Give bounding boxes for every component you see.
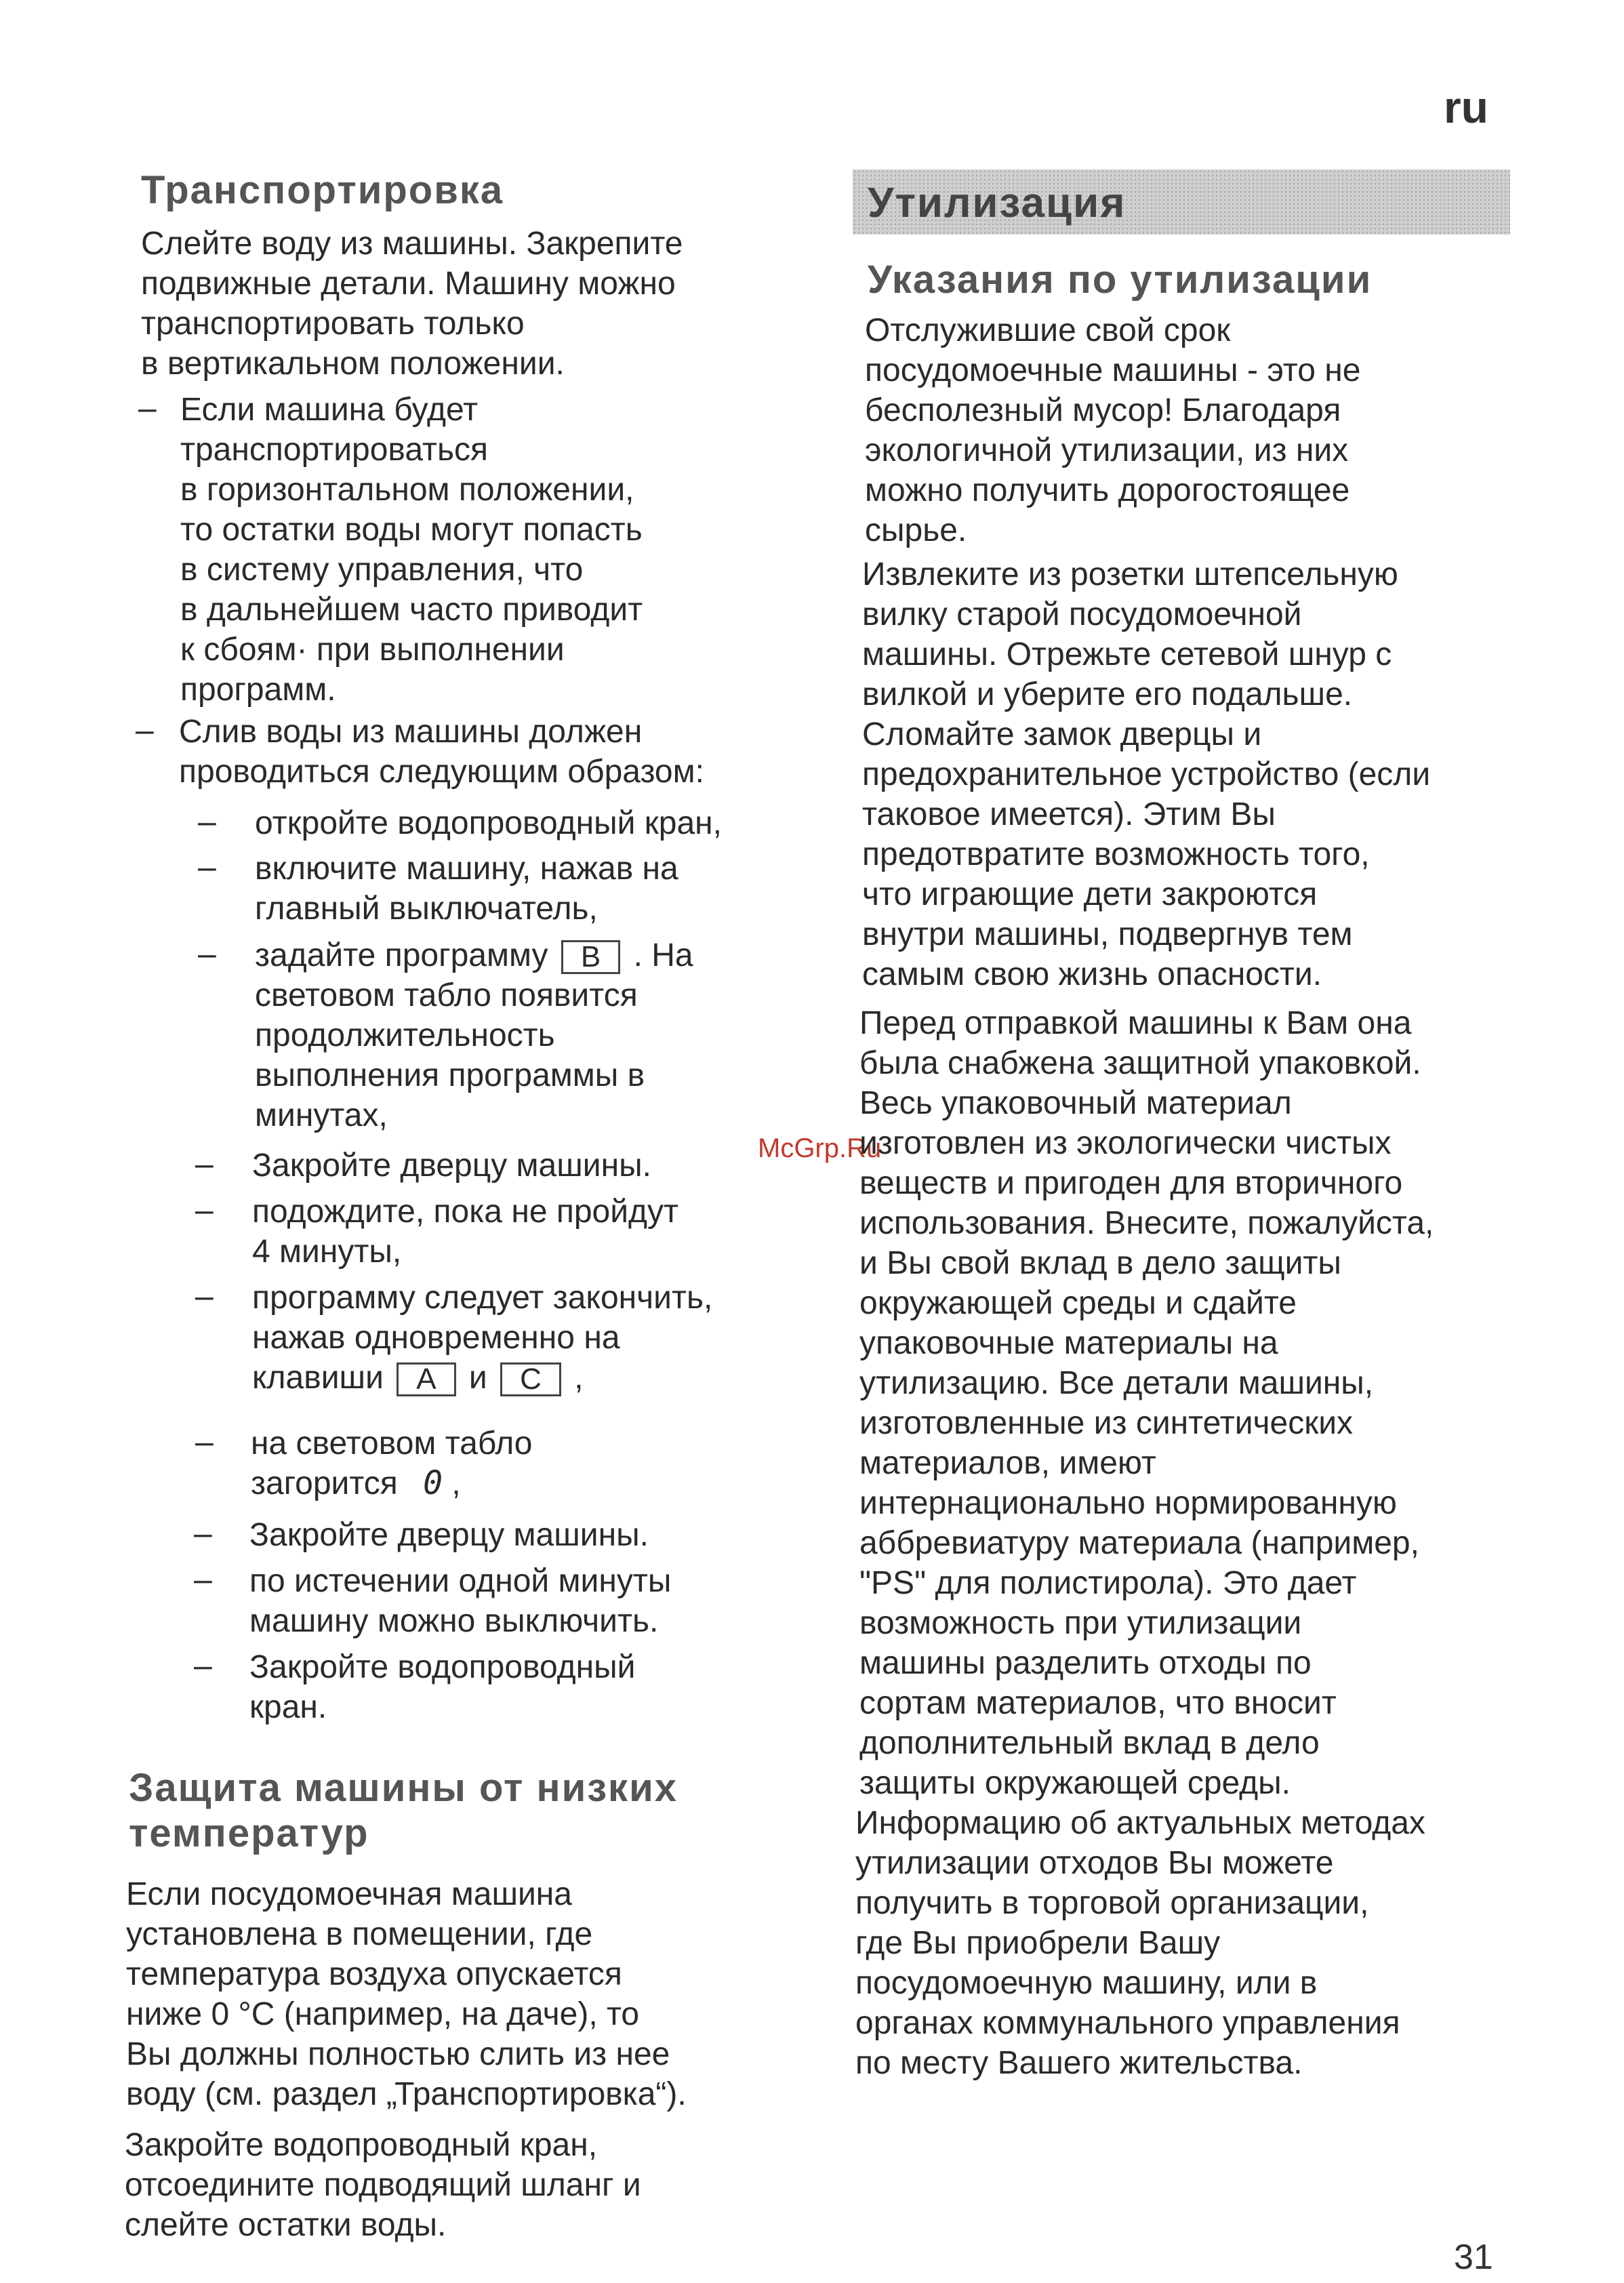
text-line: аббревиатуру материала (например, [859, 1525, 1419, 1561]
text-line: на световом табло [251, 1426, 533, 1461]
text-line: проводиться следующим образом: [179, 754, 704, 790]
text-line: к сбоям· при выполнении [180, 632, 565, 668]
text-fragment: загорится [251, 1466, 398, 1501]
language-code: ru [1444, 82, 1488, 132]
frost-heading [129, 1766, 834, 1856]
text-line: Вы должны полностью слить из нее [126, 2036, 670, 2072]
sub-step-display-zero [251, 1423, 834, 1503]
text-line: и Вы свой вклад в дело защиты [859, 1245, 1341, 1281]
sub-step-open-tap [255, 803, 824, 843]
text-line: включите машину, нажав на [255, 851, 678, 887]
text-line: слейте остатки воды. [125, 2207, 447, 2243]
text-line: вилкой и уберите его подальше. [862, 676, 1353, 712]
sub-step-switch-on [255, 849, 824, 929]
disposal-paragraph-2 [862, 554, 1554, 994]
text-line: в вертикальном положении. [141, 346, 565, 382]
text-line: упаковочные материалы на [859, 1325, 1278, 1361]
disposal-paragraph-4 [855, 1803, 1560, 2083]
text-fragment: . На [633, 937, 693, 973]
text-line: Закройте водопроводный кран, [125, 2127, 598, 2163]
text-line: где Вы приобрели Вашу [855, 1925, 1221, 1961]
bullet-drain [179, 712, 816, 792]
disposal-paragraph-1 [865, 310, 1543, 550]
program-key-b: B [561, 940, 620, 974]
text-line: внутри машины, подвергнув тем [862, 916, 1353, 952]
text-line: получить в торговой организации, [855, 1885, 1369, 1921]
heading-line: температур [129, 1811, 369, 1855]
text-line: что играющие дети закроются [862, 876, 1318, 912]
text-line: Весь упаковочный материал [859, 1085, 1292, 1121]
sub-step-wait [252, 1192, 821, 1272]
heading-line: Защита машины от низких [129, 1766, 678, 1810]
text-line: "PS" для полистирола). Это дает [859, 1565, 1357, 1601]
text-line: окружающей среды и сдайте [859, 1285, 1297, 1321]
text-line: транспортировать только [141, 306, 525, 342]
frost-paragraph-2 [125, 2125, 836, 2245]
dash-icon: – [194, 1648, 212, 1684]
dash-icon: – [194, 1516, 212, 1552]
text-line: выполнения программы в [255, 1057, 645, 1093]
text-line: отсоедините подводящий шланг и [125, 2167, 641, 2203]
text-fragment: и [468, 1360, 487, 1396]
disposal-section-bar [853, 169, 1510, 235]
dash-icon: – [195, 1192, 214, 1228]
dash-icon: – [138, 390, 157, 426]
text-line: Перед отправкой машины к Вам она [859, 1005, 1412, 1041]
text-line: машины. Отрежьте сетевой шнур с [862, 637, 1392, 672]
text-line: Отслужившие свой срок [865, 312, 1231, 348]
text-line: в дальнейшем часто приводит [180, 592, 643, 628]
program-key-a: A [397, 1362, 455, 1396]
text-line: по месту Вашего жительства. [855, 2045, 1303, 2081]
text-line: подвижные детали. Машину можно [141, 266, 676, 302]
text-line: программ. [180, 672, 336, 708]
disposal-subtitle: Указания по утилизации [868, 258, 1373, 302]
text-line [255, 935, 824, 975]
transport-intro [141, 224, 819, 384]
text-line: Слейте воду из машины. Закрепите [141, 226, 683, 262]
sub-step-end-program [252, 1278, 835, 1398]
text-line: органах коммунального управления [855, 2005, 1400, 2041]
text-line: защиты окружающей среды. [859, 1765, 1291, 1801]
text-line: можно получить дорогостоящее [865, 472, 1350, 508]
text-line: сортам материалов, что вносит [859, 1685, 1337, 1721]
text-line: минутах, [255, 1097, 388, 1133]
text-line: бесполезный мусор! Благодаря [865, 392, 1341, 428]
text-line: таковое имеется). Этим Вы [862, 796, 1276, 832]
text-line: предохранительное устройство (если [862, 756, 1431, 792]
text-line: интернационально нормированную [859, 1485, 1397, 1521]
text-line [251, 1463, 834, 1503]
dash-icon: – [136, 712, 154, 748]
sub-step-close-door-2 [249, 1515, 832, 1555]
watermark: McGrp.Ru [758, 1133, 882, 1163]
frost-paragraph-1 [126, 1874, 838, 2114]
text-line: Сломайте замок дверцы и [862, 716, 1262, 752]
text-line: была снабжена защитной упаковкой. [859, 1045, 1421, 1081]
text-fragment: клавиши [252, 1360, 384, 1396]
text-line: утилизации отходов Вы можете [855, 1845, 1334, 1881]
text-line: Если машина будет [180, 392, 479, 428]
text-line: подождите, пока не пройдут [252, 1194, 679, 1230]
text-line: нажав одновременно на [252, 1320, 620, 1356]
text-line: самым свою жизнь опасности. [862, 956, 1322, 992]
text-line: предотвратите возможность того, [862, 836, 1370, 872]
program-key-c: C [500, 1362, 561, 1396]
text-line [252, 1358, 835, 1398]
text-line: транспортироваться [180, 432, 488, 468]
text-line: изготовлен из экологически чистых [859, 1125, 1392, 1161]
text-line: дополнительный вклад в дело [859, 1725, 1320, 1761]
dash-icon: – [198, 804, 216, 840]
text-line: программу следует закончить, [252, 1280, 713, 1316]
text-line: то остатки воды могут попасть [180, 512, 643, 548]
text-fragment: , [574, 1360, 584, 1396]
text-line: Слив воды из машины должен [179, 714, 643, 750]
transport-heading: Транспортировка [141, 168, 504, 212]
sub-step-close-door [252, 1146, 821, 1186]
dash-icon: – [195, 1424, 214, 1460]
sub-step-set-program [255, 935, 824, 1135]
text-line: машины разделить отходы по [859, 1645, 1312, 1681]
text-line: световом табло появится [255, 977, 638, 1013]
dash-icon: – [198, 849, 216, 885]
text-line: Извлеките из розетки штепсельную [862, 557, 1398, 592]
text-line: Информацию об актуальных методах [855, 1805, 1425, 1841]
text-line: кран. [249, 1689, 327, 1725]
dash-icon: – [198, 936, 216, 972]
sub-step-switch-off [249, 1561, 832, 1641]
text-line: по истечении одной минуты [249, 1563, 672, 1599]
text-line: в горизонтальном положении, [180, 472, 634, 508]
display-digit: 0 [423, 1464, 443, 1502]
text-line: машину можно выключить. [249, 1603, 659, 1639]
text-line: веществ и пригоден для вторичного [859, 1165, 1403, 1201]
text-fragment: , [451, 1466, 461, 1501]
text-line: посудомоечную машину, или в [855, 1965, 1318, 2001]
text-line: 4 минуты, [252, 1234, 402, 1270]
text-line: изготовленные из синтетических [859, 1405, 1354, 1441]
sub-step-close-tap [249, 1647, 832, 1727]
dash-icon: – [195, 1146, 214, 1182]
text-line: главный выключатель, [255, 891, 598, 927]
text-line: ниже 0 °C (например, на даче), то [126, 1996, 640, 2032]
disposal-heading: Утилизация [868, 180, 1126, 226]
text-line: экологичной утилизации, из них [865, 432, 1349, 468]
text-line: Закройте дверцу машины. [249, 1517, 649, 1553]
disposal-paragraph-3 [859, 1003, 1558, 1803]
text-line: Закройте водопроводный [249, 1649, 636, 1685]
text-line: откройте водопроводный кран, [255, 805, 722, 841]
dash-icon: – [195, 1278, 214, 1314]
text-line: вилку старой посудомоечной [862, 597, 1302, 632]
text-line: посудомоечные машины - это не [865, 352, 1361, 388]
dash-icon: – [194, 1562, 212, 1598]
text-line: установлена в помещении, где [126, 1916, 593, 1952]
text-line: Закройте дверцу машины. [252, 1148, 651, 1184]
text-line: возможность при утилизации [859, 1605, 1302, 1641]
text-line: температура воздуха опускается [126, 1956, 622, 1992]
text-line: сырье. [865, 512, 967, 548]
text-line: Если посудомоечная машина [126, 1876, 572, 1912]
page-number: 31 [1454, 2238, 1493, 2277]
text-line: воду (см. раздел „Транспортировка“). [126, 2076, 687, 2112]
text-line: утилизацию. Все детали машины, [859, 1365, 1374, 1401]
text-line: продолжительность [255, 1017, 555, 1053]
text-line: использования. Внесите, пожалуйста, [859, 1205, 1434, 1241]
bullet-horizontal-transport [180, 390, 817, 710]
text-line: в систему управления, что [180, 552, 584, 588]
text-fragment: задайте программу [255, 937, 548, 973]
text-line: материалов, имеют [859, 1445, 1156, 1481]
